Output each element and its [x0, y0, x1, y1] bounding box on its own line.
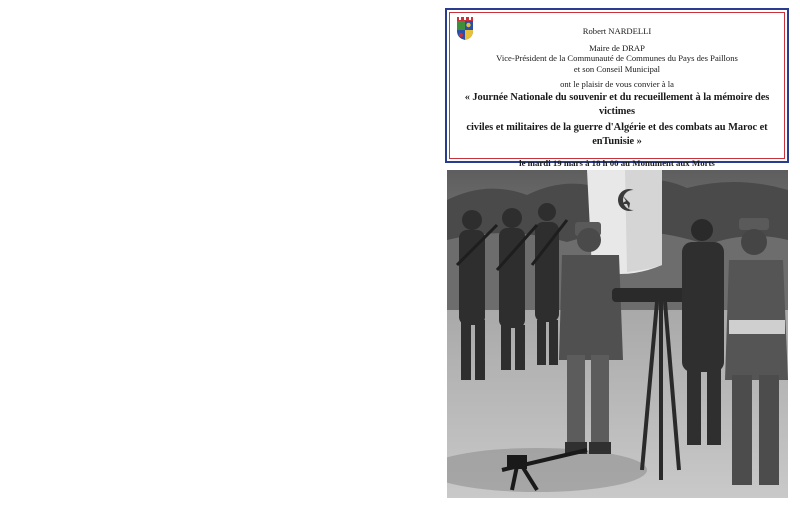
sender-name: Robert NARDELLI	[582, 26, 652, 36]
event-title-line-1: « Journée Nationale du souvenir et du recueillement à la mémoire des victimes	[464, 91, 770, 117]
event-title-line-2: civiles et militaires de la guerre d'Algérie et des combats au Maroc et enTunisie »	[466, 121, 768, 147]
invitation-intro: ont le plaisir de vous convier à la	[560, 79, 674, 89]
role-vice-president: Vice-Président de la Communauté de Communes du Pays des Paillons	[496, 53, 738, 63]
invitation-card-inner-border	[449, 12, 785, 168]
historical-photograph	[447, 170, 788, 498]
invitation-card	[445, 8, 789, 168]
role-mayor: Maire de DRAP	[589, 42, 645, 53]
photo-scene	[447, 170, 788, 498]
event-date-location: le mardi 19 mars à 18 h 00 au Monument aux Morts	[519, 157, 715, 168]
role-council: et son Conseil Municipal	[573, 63, 661, 74]
municipal-coat-of-arms-icon	[456, 17, 474, 41]
